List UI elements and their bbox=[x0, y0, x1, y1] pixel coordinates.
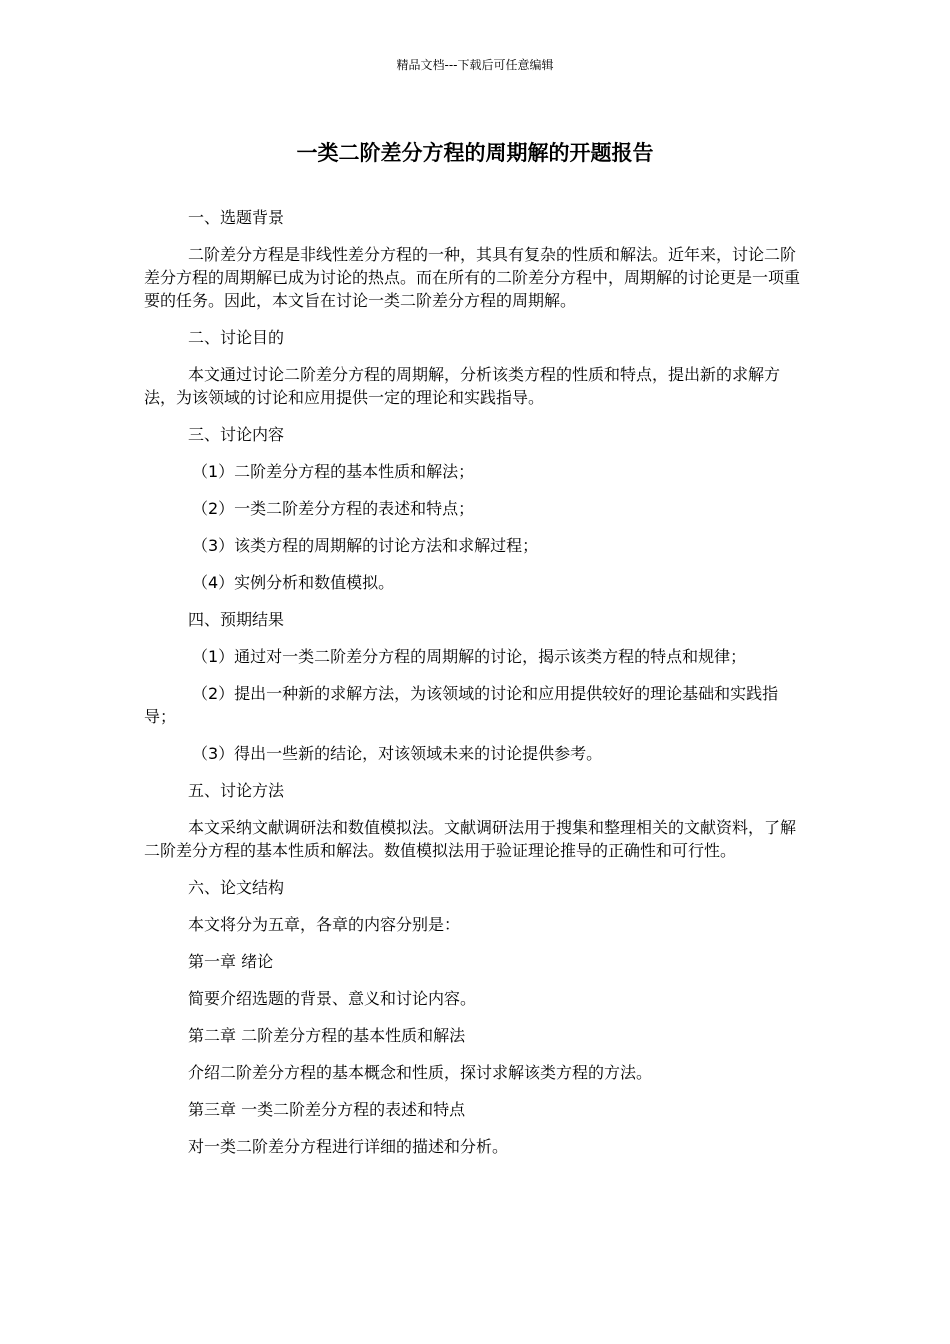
paragraph-structure-intro: 本文将分为五章，各章的内容分别是： bbox=[188, 915, 461, 934]
list-item-expected-2: （2）提出一种新的求解方法，为该领域的讨论和应用提供较好的理论基础和实践指导； bbox=[144, 684, 779, 726]
document-body bbox=[144, 206, 810, 1172]
chapter-3-description: 对一类二阶差分方程进行详细的描述和分析。 bbox=[188, 1137, 509, 1156]
list-item-expected-1: （1）通过对一类二阶差分方程的周期解的讨论，揭示该类方程的特点和规律； bbox=[192, 647, 747, 666]
chapter-2-heading: 第二章 二阶差分方程的基本性质和解法 bbox=[188, 1026, 466, 1045]
list-item-content-4: （4）实例分析和数值模拟。 bbox=[192, 573, 395, 592]
list-item-content-3: （3）该类方程的周期解的讨论方法和求解过程； bbox=[192, 536, 539, 555]
list-item-content-1: （1）二阶差分方程的基本性质和解法； bbox=[192, 462, 475, 481]
chapter-3-heading: 第三章 一类二阶差分方程的表述和特点 bbox=[188, 1100, 466, 1119]
section-heading-method: 五、讨论方法 bbox=[188, 781, 285, 800]
paragraph-method: 本文采纳文献调研法和数值模拟法。文献调研法用于搜集和整理相关的文献资料，了解二阶差分方程的基本性质和解法。数值模拟法用于验证理论推导的正确性和可行性。 bbox=[144, 818, 797, 860]
section-heading-expected: 四、预期结果 bbox=[188, 610, 285, 629]
section-heading-structure: 六、论文结构 bbox=[188, 878, 285, 897]
paragraph-background: 二阶差分方程是非线性差分方程的一种，其具有复杂的性质和解法。近年来，讨论二阶差分方程的周期解已成为讨论的热点。而在所有的二阶差分方程中，周期解的讨论更是一项重要的任务。因此，本文旨在讨论一类二阶差分方程的周期解。 bbox=[144, 245, 801, 310]
header-note: 精品文档---下载后可任意编辑 bbox=[396, 58, 554, 72]
section-heading-content: 三、讨论内容 bbox=[188, 425, 285, 444]
paragraph-purpose: 本文通过讨论二阶差分方程的周期解，分析该类方程的性质和特点，提出新的求解方法，为该领域的讨论和应用提供一定的理论和实践指导。 bbox=[144, 365, 781, 407]
chapter-1-heading: 第一章 绪论 bbox=[188, 952, 274, 971]
document-title: 一类二阶差分方程的周期解的开题报告 bbox=[296, 141, 654, 165]
list-item-content-2: （2）一类二阶差分方程的表述和特点； bbox=[192, 499, 475, 518]
section-heading-purpose: 二、讨论目的 bbox=[188, 328, 285, 347]
chapter-1-description: 简要介绍选题的背景、意义和讨论内容。 bbox=[188, 989, 477, 1008]
chapter-2-description: 介绍二阶差分方程的基本概念和性质，探讨求解该类方程的方法。 bbox=[188, 1063, 653, 1082]
section-heading-background: 一、选题背景 bbox=[188, 208, 285, 227]
list-item-expected-3: （3）得出一些新的结论，对该领域未来的讨论提供参考。 bbox=[192, 744, 603, 763]
